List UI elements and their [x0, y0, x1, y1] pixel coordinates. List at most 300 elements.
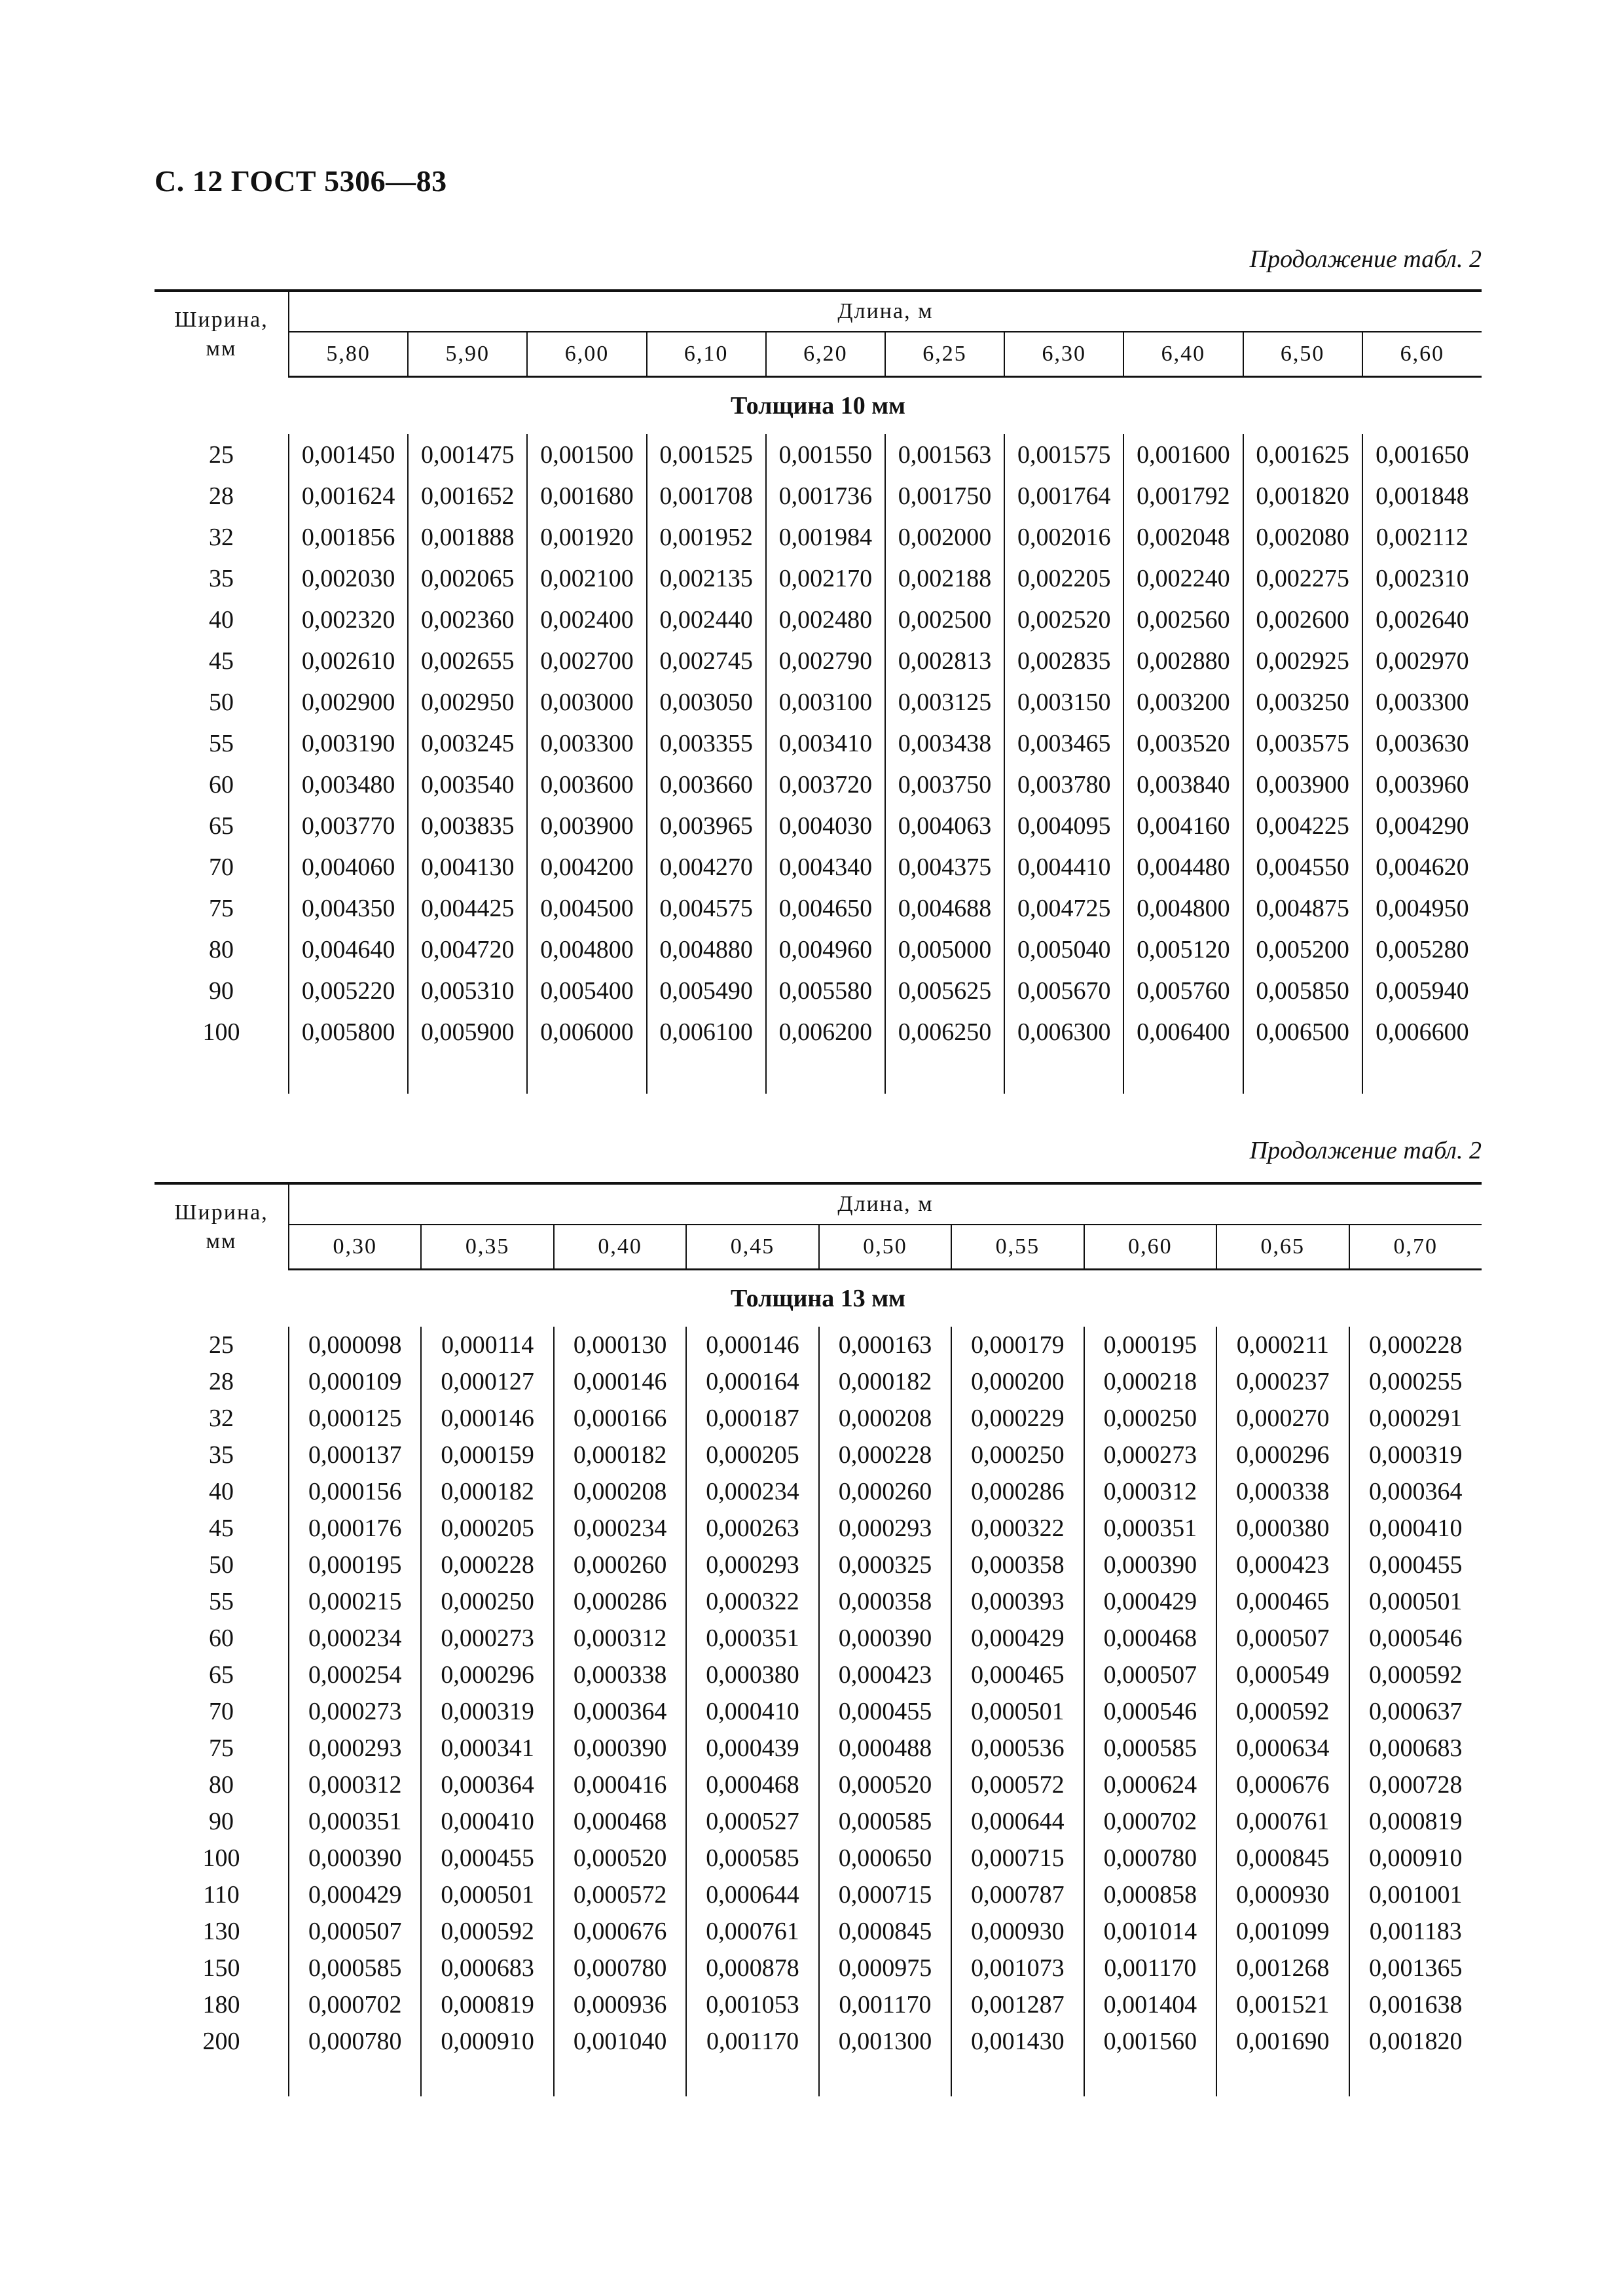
table-cell: 0,002310	[1362, 558, 1482, 599]
table-cell: 0,001920	[527, 516, 646, 558]
table-cell: 0,000683	[1349, 1730, 1482, 1767]
table-cell: 0,005200	[1243, 929, 1362, 970]
table-cell: 0,000644	[686, 1876, 818, 1913]
table-cell: 0,006250	[885, 1011, 1004, 1052]
thickness-label: Толщина 13 мм	[730, 1285, 906, 1312]
table-cell: 0,001014	[1084, 1913, 1216, 1950]
row-width-value: 50	[209, 1551, 234, 1579]
table-cell: 0,000676	[554, 1913, 686, 1950]
table-cell: 0,002900	[289, 681, 408, 723]
table-cell: 0,000676	[1216, 1767, 1349, 1803]
table-tail	[155, 1052, 1482, 1094]
table-cell: 0,001053	[686, 1986, 818, 2023]
table-cell: 0,002065	[408, 558, 527, 599]
table-cell: 0,000109	[289, 1363, 421, 1400]
length-value: 0,30	[289, 1225, 421, 1270]
table-cell: 0,000780	[554, 1950, 686, 1986]
table-row	[155, 558, 1482, 599]
table-cell: 0,000819	[421, 1986, 553, 2023]
table-cell: 0,001792	[1123, 475, 1243, 516]
table-cell: 0,003125	[885, 681, 1004, 723]
table-cell: 0,000390	[554, 1730, 686, 1767]
table-cell: 0,001764	[1004, 475, 1123, 516]
table-cell: 0,000351	[289, 1803, 421, 1840]
table-cell: 0,001652	[408, 475, 527, 516]
table-cell: 0,001287	[951, 1986, 1084, 2023]
row-width-value: 100	[202, 1018, 240, 1046]
table-row	[155, 1363, 1482, 1400]
table-cell: 0,000527	[686, 1803, 818, 1840]
tail-cell	[819, 2060, 951, 2096]
table-row	[155, 1437, 1482, 1473]
table-cell: 0,001170	[1084, 1950, 1216, 1986]
table-cell: 0,001736	[766, 475, 885, 516]
row-width-value: 50	[209, 688, 234, 716]
table-row	[155, 970, 1482, 1011]
table-cell: 0,000130	[554, 1327, 686, 1363]
table-cell: 0,000159	[421, 1437, 553, 1473]
length-value: 0,50	[819, 1225, 951, 1270]
table-cell: 0,000455	[819, 1693, 951, 1730]
table-cell: 0,000234	[289, 1620, 421, 1657]
table-cell: 0,000254	[289, 1657, 421, 1693]
table-cell: 0,000585	[819, 1803, 951, 1840]
row-width-value: 150	[202, 1954, 240, 1982]
table-cell: 0,000364	[421, 1767, 553, 1803]
row-width-value: 35	[209, 1441, 234, 1469]
row-width-value: 25	[209, 440, 234, 469]
table-cell: 0,000263	[686, 1510, 818, 1547]
table-cell: 0,002520	[1004, 599, 1123, 640]
table-cell: 0,000351	[1084, 1510, 1216, 1547]
thickness-row	[155, 377, 1482, 435]
table-cell: 0,002640	[1362, 599, 1482, 640]
table-cell: 0,000358	[951, 1547, 1084, 1583]
table-cell: 0,000208	[819, 1400, 951, 1437]
table-cell: 0,001888	[408, 516, 527, 558]
table-cell: 0,000182	[819, 1363, 951, 1400]
length-value: 6,10	[647, 332, 766, 377]
table-cell: 0,001500	[527, 434, 646, 475]
row-width-value: 70	[209, 853, 234, 881]
table-cell: 0,001750	[885, 475, 1004, 516]
table-cell: 0,005220	[289, 970, 408, 1011]
page-header: С. 12 ГОСТ 5306—83	[155, 164, 447, 198]
table-cell: 0,004350	[289, 888, 408, 929]
table-cell: 0,004500	[527, 888, 646, 929]
table-cell: 0,004800	[1123, 888, 1243, 929]
table-cell: 0,000166	[554, 1400, 686, 1437]
table-cell: 0,002745	[647, 640, 766, 681]
table-cell: 0,000260	[819, 1473, 951, 1510]
table-cell: 0,003465	[1004, 723, 1123, 764]
table-cell: 0,000163	[819, 1327, 951, 1363]
table-cell: 0,002135	[647, 558, 766, 599]
table-cell: 0,000455	[421, 1840, 553, 1876]
table-cell: 0,004063	[885, 805, 1004, 846]
table-cell: 0,000237	[1216, 1363, 1349, 1400]
table-cell: 0,000501	[1349, 1583, 1482, 1620]
table-cell: 0,000455	[1349, 1547, 1482, 1583]
table-cell: 0,000439	[686, 1730, 818, 1767]
table-cell: 0,000127	[421, 1363, 553, 1400]
table-cell: 0,002080	[1243, 516, 1362, 558]
table-cell: 0,003300	[527, 723, 646, 764]
table-cell: 0,000423	[819, 1657, 951, 1693]
table-cell: 0,005625	[885, 970, 1004, 1011]
length-value: 0,70	[1349, 1225, 1482, 1270]
row-width-value: 65	[209, 812, 234, 840]
table-cell: 0,000423	[1216, 1547, 1349, 1583]
table-cell: 0,002790	[766, 640, 885, 681]
table-cell: 0,004225	[1243, 805, 1362, 846]
table-cell: 0,000234	[554, 1510, 686, 1547]
table-cell: 0,005670	[1004, 970, 1123, 1011]
table-cell: 0,000650	[819, 1840, 951, 1876]
table-cell: 0,000390	[1084, 1547, 1216, 1583]
table-row	[155, 640, 1482, 681]
table-cell: 0,002560	[1123, 599, 1243, 640]
table-cell: 0,002360	[408, 599, 527, 640]
table-body	[155, 1327, 1482, 2096]
table-cell: 0,001984	[766, 516, 885, 558]
tail-cell	[1004, 1052, 1123, 1094]
table-cell: 0,000429	[289, 1876, 421, 1913]
table-cell: 0,000351	[686, 1620, 818, 1657]
table-cell: 0,000520	[819, 1767, 951, 1803]
table-cell: 0,000975	[819, 1950, 951, 1986]
table-cell: 0,000780	[289, 2023, 421, 2060]
table-cell: 0,001525	[647, 434, 766, 475]
table-cell: 0,000429	[1084, 1583, 1216, 1620]
table-cell: 0,004425	[408, 888, 527, 929]
table-cell: 0,000429	[951, 1620, 1084, 1657]
table-cell: 0,000507	[289, 1913, 421, 1950]
table-cell: 0,001600	[1123, 434, 1243, 475]
tail-cell	[289, 1052, 408, 1094]
table-cell: 0,000234	[686, 1473, 818, 1510]
table-cell: 0,005400	[527, 970, 646, 1011]
row-width-value: 45	[209, 647, 234, 675]
table-cell: 0,000205	[421, 1510, 553, 1547]
table-cell: 0,006000	[527, 1011, 646, 1052]
table-cell: 0,000507	[1216, 1620, 1349, 1657]
length-value: 6,20	[766, 332, 885, 377]
table-cell: 0,003835	[408, 805, 527, 846]
table-cell: 0,000468	[686, 1767, 818, 1803]
table-cell: 0,000592	[1349, 1657, 1482, 1693]
table-cell: 0,000715	[951, 1840, 1084, 1876]
table-cell: 0,004550	[1243, 846, 1362, 888]
table-row	[155, 764, 1482, 805]
table-cell: 0,002813	[885, 640, 1004, 681]
table-row	[155, 1547, 1482, 1583]
table-cell: 0,000930	[951, 1913, 1084, 1950]
table-cell: 0,000341	[421, 1730, 553, 1767]
row-width-value: 45	[209, 1515, 234, 1542]
table-cell: 0,001430	[951, 2023, 1084, 2060]
table-cell: 0,001450	[289, 434, 408, 475]
table-row	[155, 1730, 1482, 1767]
table-cell: 0,000319	[1349, 1437, 1482, 1473]
table-cell: 0,000380	[686, 1657, 818, 1693]
table-cell: 0,002600	[1243, 599, 1362, 640]
length-value: 0,35	[421, 1225, 553, 1270]
table-cell: 0,003720	[766, 764, 885, 805]
table-cell: 0,003410	[766, 723, 885, 764]
row-width-value: 55	[209, 1588, 234, 1615]
table-cell: 0,002205	[1004, 558, 1123, 599]
table-cell: 0,004290	[1362, 805, 1482, 846]
table-cell: 0,000702	[1084, 1803, 1216, 1840]
table-cell: 0,001820	[1349, 2023, 1482, 2060]
table-cell: 0,000585	[686, 1840, 818, 1876]
table-cell: 0,000205	[686, 1437, 818, 1473]
table-cell: 0,003200	[1123, 681, 1243, 723]
table-cell: 0,000296	[421, 1657, 553, 1693]
table-cell: 0,005310	[408, 970, 527, 1011]
table-cell: 0,001170	[819, 1986, 951, 2023]
table-cell: 0,005900	[408, 1011, 527, 1052]
tail-cell	[554, 2060, 686, 2096]
row-width-value: 40	[209, 605, 234, 634]
table-row	[155, 1840, 1482, 1876]
table-cell: 0,005800	[289, 1011, 408, 1052]
table-cell: 0,000501	[951, 1693, 1084, 1730]
table-row	[155, 1473, 1482, 1510]
width-header-label: Ширина,	[174, 1200, 268, 1225]
table-cell: 0,003575	[1243, 723, 1362, 764]
table-cell: 0,000182	[554, 1437, 686, 1473]
table-cell: 0,000878	[686, 1950, 818, 1986]
tail-cell	[1243, 1052, 1362, 1094]
table-cell: 0,002100	[527, 558, 646, 599]
table-cell: 0,000250	[421, 1583, 553, 1620]
table-cell: 0,000546	[1084, 1693, 1216, 1730]
table-cell: 0,006500	[1243, 1011, 1362, 1052]
table-cell: 0,000098	[289, 1327, 421, 1363]
table-cell: 0,000465	[951, 1657, 1084, 1693]
table-cell: 0,001708	[647, 475, 766, 516]
length-value: 6,40	[1123, 332, 1243, 377]
table-cell: 0,000325	[819, 1547, 951, 1583]
row-width-value: 110	[203, 1881, 240, 1909]
header-row	[155, 1183, 1482, 1225]
table-cell: 0,003100	[766, 681, 885, 723]
table-cell: 0,000936	[554, 1986, 686, 2023]
table-cell: 0,000228	[421, 1547, 553, 1583]
table-cell: 0,004200	[527, 846, 646, 888]
table-cell: 0,002880	[1123, 640, 1243, 681]
table-cell: 0,002655	[408, 640, 527, 681]
table-cell: 0,005120	[1123, 929, 1243, 970]
table-cell: 0,000585	[1084, 1730, 1216, 1767]
table-cell: 0,005280	[1362, 929, 1482, 970]
table-cell: 0,000250	[951, 1437, 1084, 1473]
row-width-value: 32	[209, 523, 234, 551]
table-cell: 0,000546	[1349, 1620, 1482, 1657]
table-cell: 0,000416	[554, 1767, 686, 1803]
table-cell: 0,004800	[527, 929, 646, 970]
table-cell: 0,001001	[1349, 1876, 1482, 1913]
table-cell: 0,003770	[289, 805, 408, 846]
table-row	[155, 1620, 1482, 1657]
table-cell: 0,003150	[1004, 681, 1123, 723]
length-value: 5,90	[408, 332, 527, 377]
table-row	[155, 434, 1482, 475]
table-row	[155, 1876, 1482, 1913]
tail-cell	[951, 2060, 1084, 2096]
table-cell: 0,004960	[766, 929, 885, 970]
table-cell: 0,000572	[951, 1767, 1084, 1803]
width-header-label: Ширина,	[174, 307, 268, 332]
table-row	[155, 599, 1482, 640]
table-continuation-label: Продолжение табл. 2	[1249, 245, 1482, 273]
table-cell: 0,001575	[1004, 434, 1123, 475]
table-cell: 0,003438	[885, 723, 1004, 764]
table-cell: 0,000549	[1216, 1657, 1349, 1693]
table-cell: 0,000312	[1084, 1473, 1216, 1510]
thickness-row	[155, 1270, 1482, 1327]
table-cell: 0,002400	[527, 599, 646, 640]
thickness-section	[155, 1270, 1482, 1327]
length-value: 6,00	[527, 332, 646, 377]
table-cell: 0,001550	[766, 434, 885, 475]
table-cell: 0,004410	[1004, 846, 1123, 888]
table-cell: 0,000507	[1084, 1657, 1216, 1693]
thickness-label: Толщина 10 мм	[730, 392, 906, 420]
length-value: 0,55	[951, 1225, 1084, 1270]
row-width-value: 180	[202, 1991, 240, 2018]
table-cell: 0,002000	[885, 516, 1004, 558]
table-cell: 0,004875	[1243, 888, 1362, 929]
length-value: 0,40	[554, 1225, 686, 1270]
table-row	[155, 681, 1482, 723]
table-cell: 0,003750	[885, 764, 1004, 805]
length-value: 6,30	[1004, 332, 1123, 377]
table-cell: 0,000228	[819, 1437, 951, 1473]
width-header-unit: мм	[206, 336, 237, 361]
table-cell: 0,000634	[1216, 1730, 1349, 1767]
table-cell: 0,002240	[1123, 558, 1243, 599]
row-width-value: 200	[202, 2028, 240, 2055]
table-cell: 0,000296	[1216, 1437, 1349, 1473]
table-cell: 0,000195	[1084, 1327, 1216, 1363]
table-cell: 0,003050	[647, 681, 766, 723]
table-cell: 0,004650	[766, 888, 885, 929]
table-cell: 0,001099	[1216, 1913, 1349, 1950]
row-width-value: 130	[202, 1918, 240, 1945]
table-cell: 0,004375	[885, 846, 1004, 888]
table-cell: 0,000702	[289, 1986, 421, 2023]
table-cell: 0,003190	[289, 723, 408, 764]
table-cell: 0,001073	[951, 1950, 1084, 1986]
row-width-value: 75	[209, 1734, 234, 1762]
table-continuation-label: Продолжение табл. 2	[1249, 1137, 1482, 1164]
width-header-unit: мм	[206, 1229, 237, 1253]
table-cell: 0,006100	[647, 1011, 766, 1052]
table-cell: 0,000338	[554, 1657, 686, 1693]
table-cell: 0,000146	[554, 1363, 686, 1400]
table-row	[155, 475, 1482, 516]
table-cell: 0,000273	[421, 1620, 553, 1657]
table-cell: 0,001268	[1216, 1950, 1349, 1986]
table-cell: 0,005040	[1004, 929, 1123, 970]
table-cell: 0,000819	[1349, 1803, 1482, 1840]
table-cell: 0,004095	[1004, 805, 1123, 846]
row-width-value: 90	[209, 977, 234, 1005]
table-cell: 0,004270	[647, 846, 766, 888]
table-row	[155, 1693, 1482, 1730]
table-cell: 0,001300	[819, 2023, 951, 2060]
tail-cell	[421, 2060, 553, 2096]
table-cell: 0,000286	[554, 1583, 686, 1620]
row-width-value: 80	[209, 1771, 234, 1799]
table-cell: 0,000137	[289, 1437, 421, 1473]
table-cell: 0,002925	[1243, 640, 1362, 681]
tail-cell	[1084, 2060, 1216, 2096]
table-cell: 0,000536	[951, 1730, 1084, 1767]
table-cell: 0,005580	[766, 970, 885, 1011]
table-cell: 0,001680	[527, 475, 646, 516]
table-cell: 0,004030	[766, 805, 885, 846]
table-cell: 0,000146	[421, 1400, 553, 1437]
table-cell: 0,003660	[647, 764, 766, 805]
tail-cell	[1123, 1052, 1243, 1094]
table-cell: 0,000592	[421, 1913, 553, 1950]
tail-cell	[686, 2060, 818, 2096]
table-cell: 0,000270	[1216, 1400, 1349, 1437]
table-cell: 0,003000	[527, 681, 646, 723]
table-row	[155, 846, 1482, 888]
row-width-value: 28	[209, 1368, 234, 1395]
table-cell: 0,003300	[1362, 681, 1482, 723]
table-cell: 0,000364	[1349, 1473, 1482, 1510]
table-cell: 0,001638	[1349, 1986, 1482, 2023]
table-cell: 0,002188	[885, 558, 1004, 599]
table-cell: 0,001183	[1349, 1913, 1482, 1950]
table-cell: 0,001521	[1216, 1986, 1349, 2023]
table-cell: 0,000156	[289, 1473, 421, 1510]
tail-cell	[155, 2060, 289, 2096]
table-cell: 0,000624	[1084, 1767, 1216, 1803]
table-cell: 0,003355	[647, 723, 766, 764]
table-cell: 0,000390	[289, 1840, 421, 1876]
table-cell: 0,000780	[1084, 1840, 1216, 1876]
row-width-value: 28	[209, 482, 234, 510]
table-cell: 0,002950	[408, 681, 527, 723]
length-value: 6,25	[885, 332, 1004, 377]
table-cell: 0,000125	[289, 1400, 421, 1437]
table-tail	[155, 2060, 1482, 2096]
table-cell: 0,003600	[527, 764, 646, 805]
table-cell: 0,000114	[421, 1327, 553, 1363]
length-value: 5,80	[289, 332, 408, 377]
table-cell: 0,000585	[289, 1950, 421, 1986]
length-value: 0,60	[1084, 1225, 1216, 1270]
table-cell: 0,000380	[1216, 1510, 1349, 1547]
table-cell: 0,000293	[819, 1510, 951, 1547]
table-cell: 0,001563	[885, 434, 1004, 475]
table-row	[155, 1986, 1482, 2023]
table-cell: 0,005850	[1243, 970, 1362, 1011]
table-row	[155, 516, 1482, 558]
table-cell: 0,002320	[289, 599, 408, 640]
table-cell: 0,000845	[819, 1913, 951, 1950]
table-cell: 0,004340	[766, 846, 885, 888]
table-row	[155, 2023, 1482, 2060]
table-cell: 0,000218	[1084, 1363, 1216, 1400]
